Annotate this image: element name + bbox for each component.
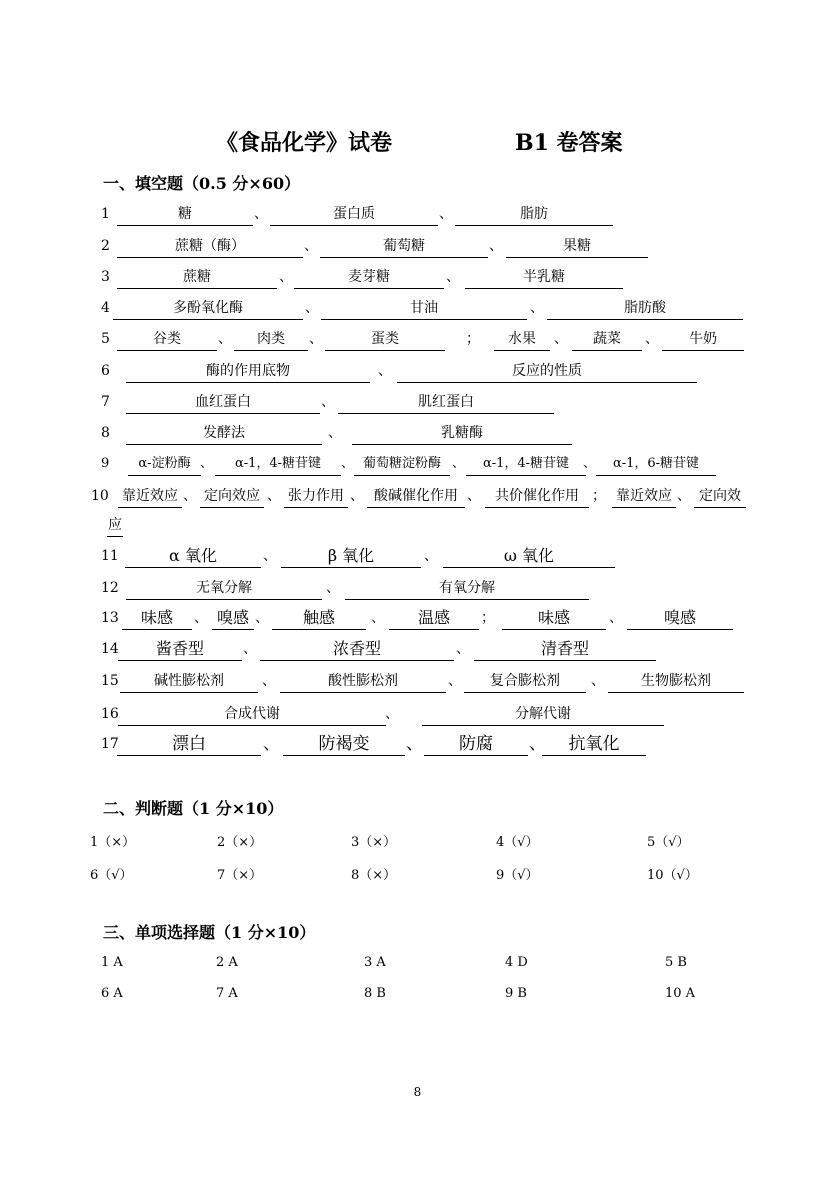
answer-blank: β 氧化 xyxy=(281,545,421,568)
answer-blank: 靠近效应 xyxy=(612,485,676,508)
answer-blank: 酱香型 xyxy=(118,638,242,661)
answer-blank: 酸性膨松剂 xyxy=(280,670,446,693)
fill-row-4 xyxy=(0,297,835,323)
answer-blank: 麦芽糖 xyxy=(294,266,444,289)
answer-blank: 定向效 xyxy=(694,485,746,508)
answer-blank: 生物膨松剂 xyxy=(608,670,744,693)
separator: 、 xyxy=(378,363,392,379)
fill-row-11 xyxy=(0,545,835,571)
answer-blank: 应 xyxy=(107,514,123,537)
question-number: 16 xyxy=(101,706,119,722)
fill-row-14 xyxy=(0,638,835,664)
fill-row-1 xyxy=(0,203,835,229)
answer-blank: 分解代谢 xyxy=(422,703,664,726)
judge-answer: 8（×） xyxy=(351,868,397,883)
separator: ； xyxy=(592,488,606,504)
judge-answer: 3（×） xyxy=(351,835,397,850)
answer-blank: 蔗糖 xyxy=(117,266,277,289)
question-number: 3 xyxy=(101,269,110,285)
choice-answer: 5 B xyxy=(665,955,687,970)
question-number: 12 xyxy=(101,580,119,596)
separator: 、 xyxy=(200,456,214,471)
answer-blank: 复合膨松剂 xyxy=(464,670,586,693)
question-number: 11 xyxy=(101,548,119,564)
choice-answer: 4 D xyxy=(505,955,528,970)
answer-blank: 半乳糖 xyxy=(465,266,623,289)
separator: 、 xyxy=(304,238,318,254)
separator: 、 xyxy=(326,580,340,596)
question-number: 1 xyxy=(101,206,110,222)
answer-blank: α 氧化 xyxy=(125,545,261,568)
answer-blank: 乳糖酶 xyxy=(352,422,572,445)
separator: ； xyxy=(466,331,480,347)
separator: 、 xyxy=(609,610,623,626)
page-title xyxy=(0,126,835,160)
answer-blank: 蔗糖（酶） xyxy=(117,235,303,258)
judge-answer: 9（√） xyxy=(496,868,539,883)
section-choice-heading: 三、单项选择题（1 分×10） xyxy=(103,923,316,942)
choice-answer: 10 A xyxy=(665,986,696,1001)
separator: 、 xyxy=(254,206,268,222)
answer-blank: 清香型 xyxy=(474,638,656,661)
answer-blank: 脂肪 xyxy=(455,203,613,226)
question-number: 2 xyxy=(101,238,110,254)
question-number: 5 xyxy=(101,331,110,347)
separator: ； xyxy=(481,610,495,626)
answer-blank: 防腐 xyxy=(424,733,528,756)
answer-blank: 无氧分解 xyxy=(126,577,322,600)
page-number: 8 xyxy=(413,1085,422,1099)
judge-answer: 4（√） xyxy=(496,835,539,850)
answer-blank: 抗氧化 xyxy=(542,733,646,756)
separator: 、 xyxy=(267,488,281,504)
separator: 、 xyxy=(530,300,544,316)
answer-blank: 蛋类 xyxy=(325,328,445,351)
answer-blank: 反应的性质 xyxy=(397,360,697,383)
separator: 、 xyxy=(263,734,280,754)
judge-answer: 5（√） xyxy=(647,835,690,850)
fill-row-10-continued xyxy=(0,514,835,540)
separator: 、 xyxy=(424,548,438,564)
fill-row-16 xyxy=(0,703,835,729)
judge-answer: 7（×） xyxy=(217,868,263,883)
fill-row-8 xyxy=(0,422,835,448)
separator: 、 xyxy=(321,394,335,410)
answer-blank: 蔬菜 xyxy=(572,328,642,351)
fill-row-9 xyxy=(0,453,835,479)
question-number: 4 xyxy=(101,300,110,316)
separator: 、 xyxy=(279,269,293,285)
separator: 、 xyxy=(328,425,342,441)
separator: 、 xyxy=(529,734,546,754)
separator: 、 xyxy=(183,488,197,504)
fill-row-7 xyxy=(0,391,835,417)
answer-blank: 碱性膨松剂 xyxy=(120,670,258,693)
answer-blank: 牛奶 xyxy=(662,328,744,351)
answer-blank: 葡萄糖 xyxy=(320,235,488,258)
answer-blank: 触感 xyxy=(272,607,366,630)
separator: 、 xyxy=(371,610,385,626)
separator: 、 xyxy=(385,706,399,722)
section-judge-heading: 二、判断题（1 分×10） xyxy=(103,799,284,818)
answer-blank: 酸碱催化作用 xyxy=(367,485,465,508)
answer-blank: ω 氧化 xyxy=(443,545,615,568)
answer-blank: 味感 xyxy=(502,607,606,630)
fill-row-15 xyxy=(0,670,835,696)
fill-row-12 xyxy=(0,577,835,603)
separator: 、 xyxy=(591,673,605,689)
separator: 、 xyxy=(243,641,257,657)
answer-blank: 糖 xyxy=(117,203,253,226)
choice-answer: 2 A xyxy=(216,955,238,970)
answer-blank: α-1，6-糖苷键 xyxy=(596,453,716,476)
separator: 、 xyxy=(439,206,453,222)
answer-blank: 果糖 xyxy=(506,235,648,258)
separator: 、 xyxy=(262,673,276,689)
title-left: 《食品化学》试卷 xyxy=(216,130,393,156)
answer-blank: 浓香型 xyxy=(260,638,454,661)
question-number: 14 xyxy=(101,641,119,657)
separator: 、 xyxy=(406,734,423,754)
separator: 、 xyxy=(446,269,460,285)
separator: 、 xyxy=(341,456,355,471)
fill-row-6 xyxy=(0,360,835,386)
question-number: 8 xyxy=(101,425,110,441)
answer-blank: 蛋白质 xyxy=(270,203,438,226)
fill-row-17 xyxy=(0,733,835,759)
separator: 、 xyxy=(452,456,466,471)
answer-blank: 共价催化作用 xyxy=(485,485,589,508)
answer-blank: 靠近效应 xyxy=(118,485,182,508)
answer-blank: α-1，4-糖苷键 xyxy=(215,453,341,476)
separator: 、 xyxy=(194,610,208,626)
choice-answer: 7 A xyxy=(216,986,238,1001)
fill-row-2 xyxy=(0,235,835,261)
separator: 、 xyxy=(677,488,691,504)
fill-row-3 xyxy=(0,266,835,292)
separator: 、 xyxy=(305,300,319,316)
answer-blank: 有氧分解 xyxy=(345,577,589,600)
answer-blank: 葡萄糖淀粉酶 xyxy=(354,453,450,476)
answer-blank: α-1，4-糖苷键 xyxy=(466,453,586,476)
choice-answer: 3 A xyxy=(364,955,386,970)
separator: 、 xyxy=(350,488,364,504)
answer-blank: 肌红蛋白 xyxy=(338,391,554,414)
fill-row-13 xyxy=(0,607,835,633)
section-fill-heading: 一、填空题（0.5 分×60） xyxy=(103,174,301,193)
judge-answer: 6（√） xyxy=(90,868,133,883)
answer-blank: 肉类 xyxy=(234,328,308,351)
separator: 、 xyxy=(456,641,470,657)
separator: 、 xyxy=(645,331,659,347)
answer-blank: 甘油 xyxy=(321,297,527,320)
fill-row-10 xyxy=(0,485,835,511)
question-number: 15 xyxy=(101,673,119,689)
answer-blank: 多酚氧化酶 xyxy=(113,297,303,320)
question-number: 7 xyxy=(101,394,110,410)
judge-answer: 1（×） xyxy=(90,835,136,850)
judge-answer: 2（×） xyxy=(217,835,263,850)
answer-blank: 温感 xyxy=(389,607,479,630)
answer-blank: 谷类 xyxy=(117,328,217,351)
answer-blank: 酶的作用底物 xyxy=(126,360,370,383)
answer-blank: α-淀粉酶 xyxy=(128,453,201,476)
judge-answer: 10（√） xyxy=(647,868,698,883)
separator: 、 xyxy=(467,488,481,504)
answer-blank: 合成代谢 xyxy=(118,703,386,726)
answer-blank: 水果 xyxy=(494,328,550,351)
choice-answer: 8 B xyxy=(364,986,386,1001)
fill-row-5 xyxy=(0,328,835,354)
answer-blank: 张力作用 xyxy=(284,485,348,508)
separator: 、 xyxy=(489,238,503,254)
answer-blank: 味感 xyxy=(122,607,192,630)
question-number: 10 xyxy=(91,488,109,504)
separator: 、 xyxy=(583,456,597,471)
separator: 、 xyxy=(309,331,323,347)
question-number: 6 xyxy=(101,363,110,379)
answer-blank: 漂白 xyxy=(117,733,261,756)
answer-blank: 定向效应 xyxy=(200,485,264,508)
answer-blank: 脂肪酸 xyxy=(547,297,743,320)
separator: 、 xyxy=(218,331,232,347)
choice-answer: 6 A xyxy=(101,986,123,1001)
title-right: B1 卷答案 xyxy=(515,130,623,156)
separator: 、 xyxy=(255,610,269,626)
answer-blank: 防褐变 xyxy=(283,733,405,756)
separator: 、 xyxy=(263,548,277,564)
choice-answer: 1 A xyxy=(101,955,123,970)
answer-blank: 嗅感 xyxy=(212,607,254,630)
answer-blank: 发酵法 xyxy=(126,422,322,445)
question-number: 13 xyxy=(101,610,119,626)
answer-blank: 嗅感 xyxy=(627,607,733,630)
question-number: 9 xyxy=(101,456,110,471)
separator: 、 xyxy=(554,331,568,347)
question-number: 17 xyxy=(101,736,119,752)
answer-blank: 血红蛋白 xyxy=(126,391,320,414)
separator: 、 xyxy=(448,673,462,689)
choice-answer: 9 B xyxy=(505,986,527,1001)
